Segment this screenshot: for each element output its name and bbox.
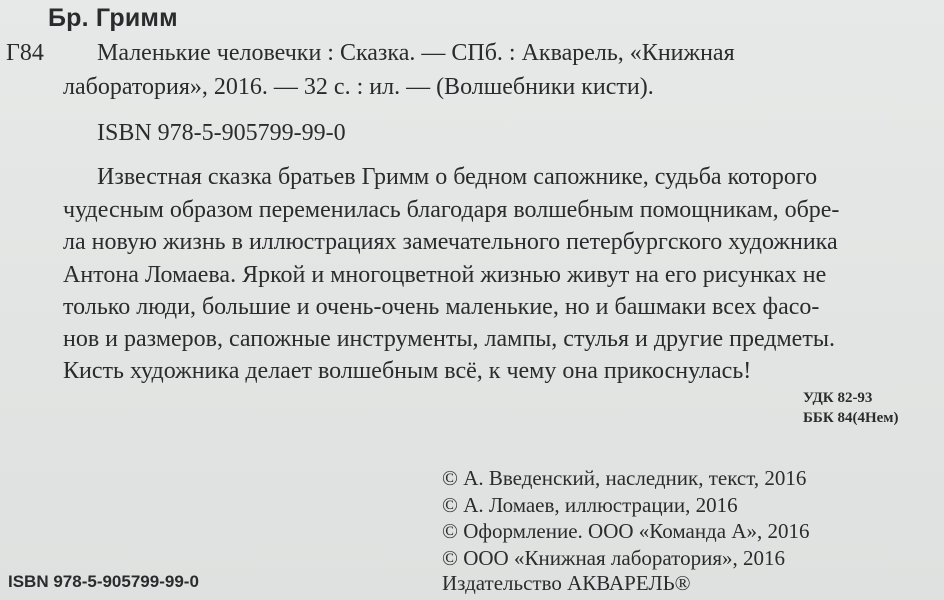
copyright-line: © А. Ломаев, иллюстрации, 2016 [442, 493, 738, 517]
udk-code: УДК 82-93 [803, 390, 873, 406]
annotation-line: Кисть художника делает волшебным всё, к чему она прикоснулась! [63, 358, 752, 384]
annotation-line: чудесным образом переменилась благодаря волшебным помощникам, обре- [63, 197, 840, 223]
bibliographic-code: Г84 [6, 40, 44, 66]
annotation-line: ла новую жизнь в иллюстрациях замечательного петербургского художника [63, 229, 838, 255]
annotation-line: нов и размеров, сапожные инструменты, лампы, стулья и другие предметы. [63, 326, 835, 352]
bibliographic-line-2: лаборатория», 2016. — 32 с. : ил. — (Волшебники кисти). [63, 74, 654, 100]
bibliographic-line-1: Маленькие человечки : Сказка. — СПб. : Акварель, «Книжная [97, 40, 735, 66]
copyright-line: © ООО «Книжная лаборатория», 2016 [442, 546, 785, 570]
isbn-top: ISBN 978-5-905799-99-0 [97, 120, 346, 146]
author-name: Бр. Гримм [48, 4, 178, 32]
copyright-line: © Оформление. ООО «Команда А», 2016 [442, 519, 810, 543]
isbn-bottom: ISBN 978-5-905799-99-0 [8, 572, 199, 591]
annotation-line: Известная сказка братьев Гримм о бедном сапожнике, судьба которого [97, 164, 818, 190]
bbk-code: ББК 84(4Нем) [803, 410, 899, 426]
publisher-line: Издательство АКВАРЕЛЬ® [442, 571, 691, 595]
copyright-line: © А. Введенский, наследник, текст, 2016 [442, 466, 807, 490]
annotation-line: Антона Ломаева. Яркой и многоцветной жизнью живут на его рисунках не [63, 262, 827, 288]
annotation-line: только люди, большие и очень-очень маленькие, но и башмаки всех фасо- [63, 294, 820, 320]
